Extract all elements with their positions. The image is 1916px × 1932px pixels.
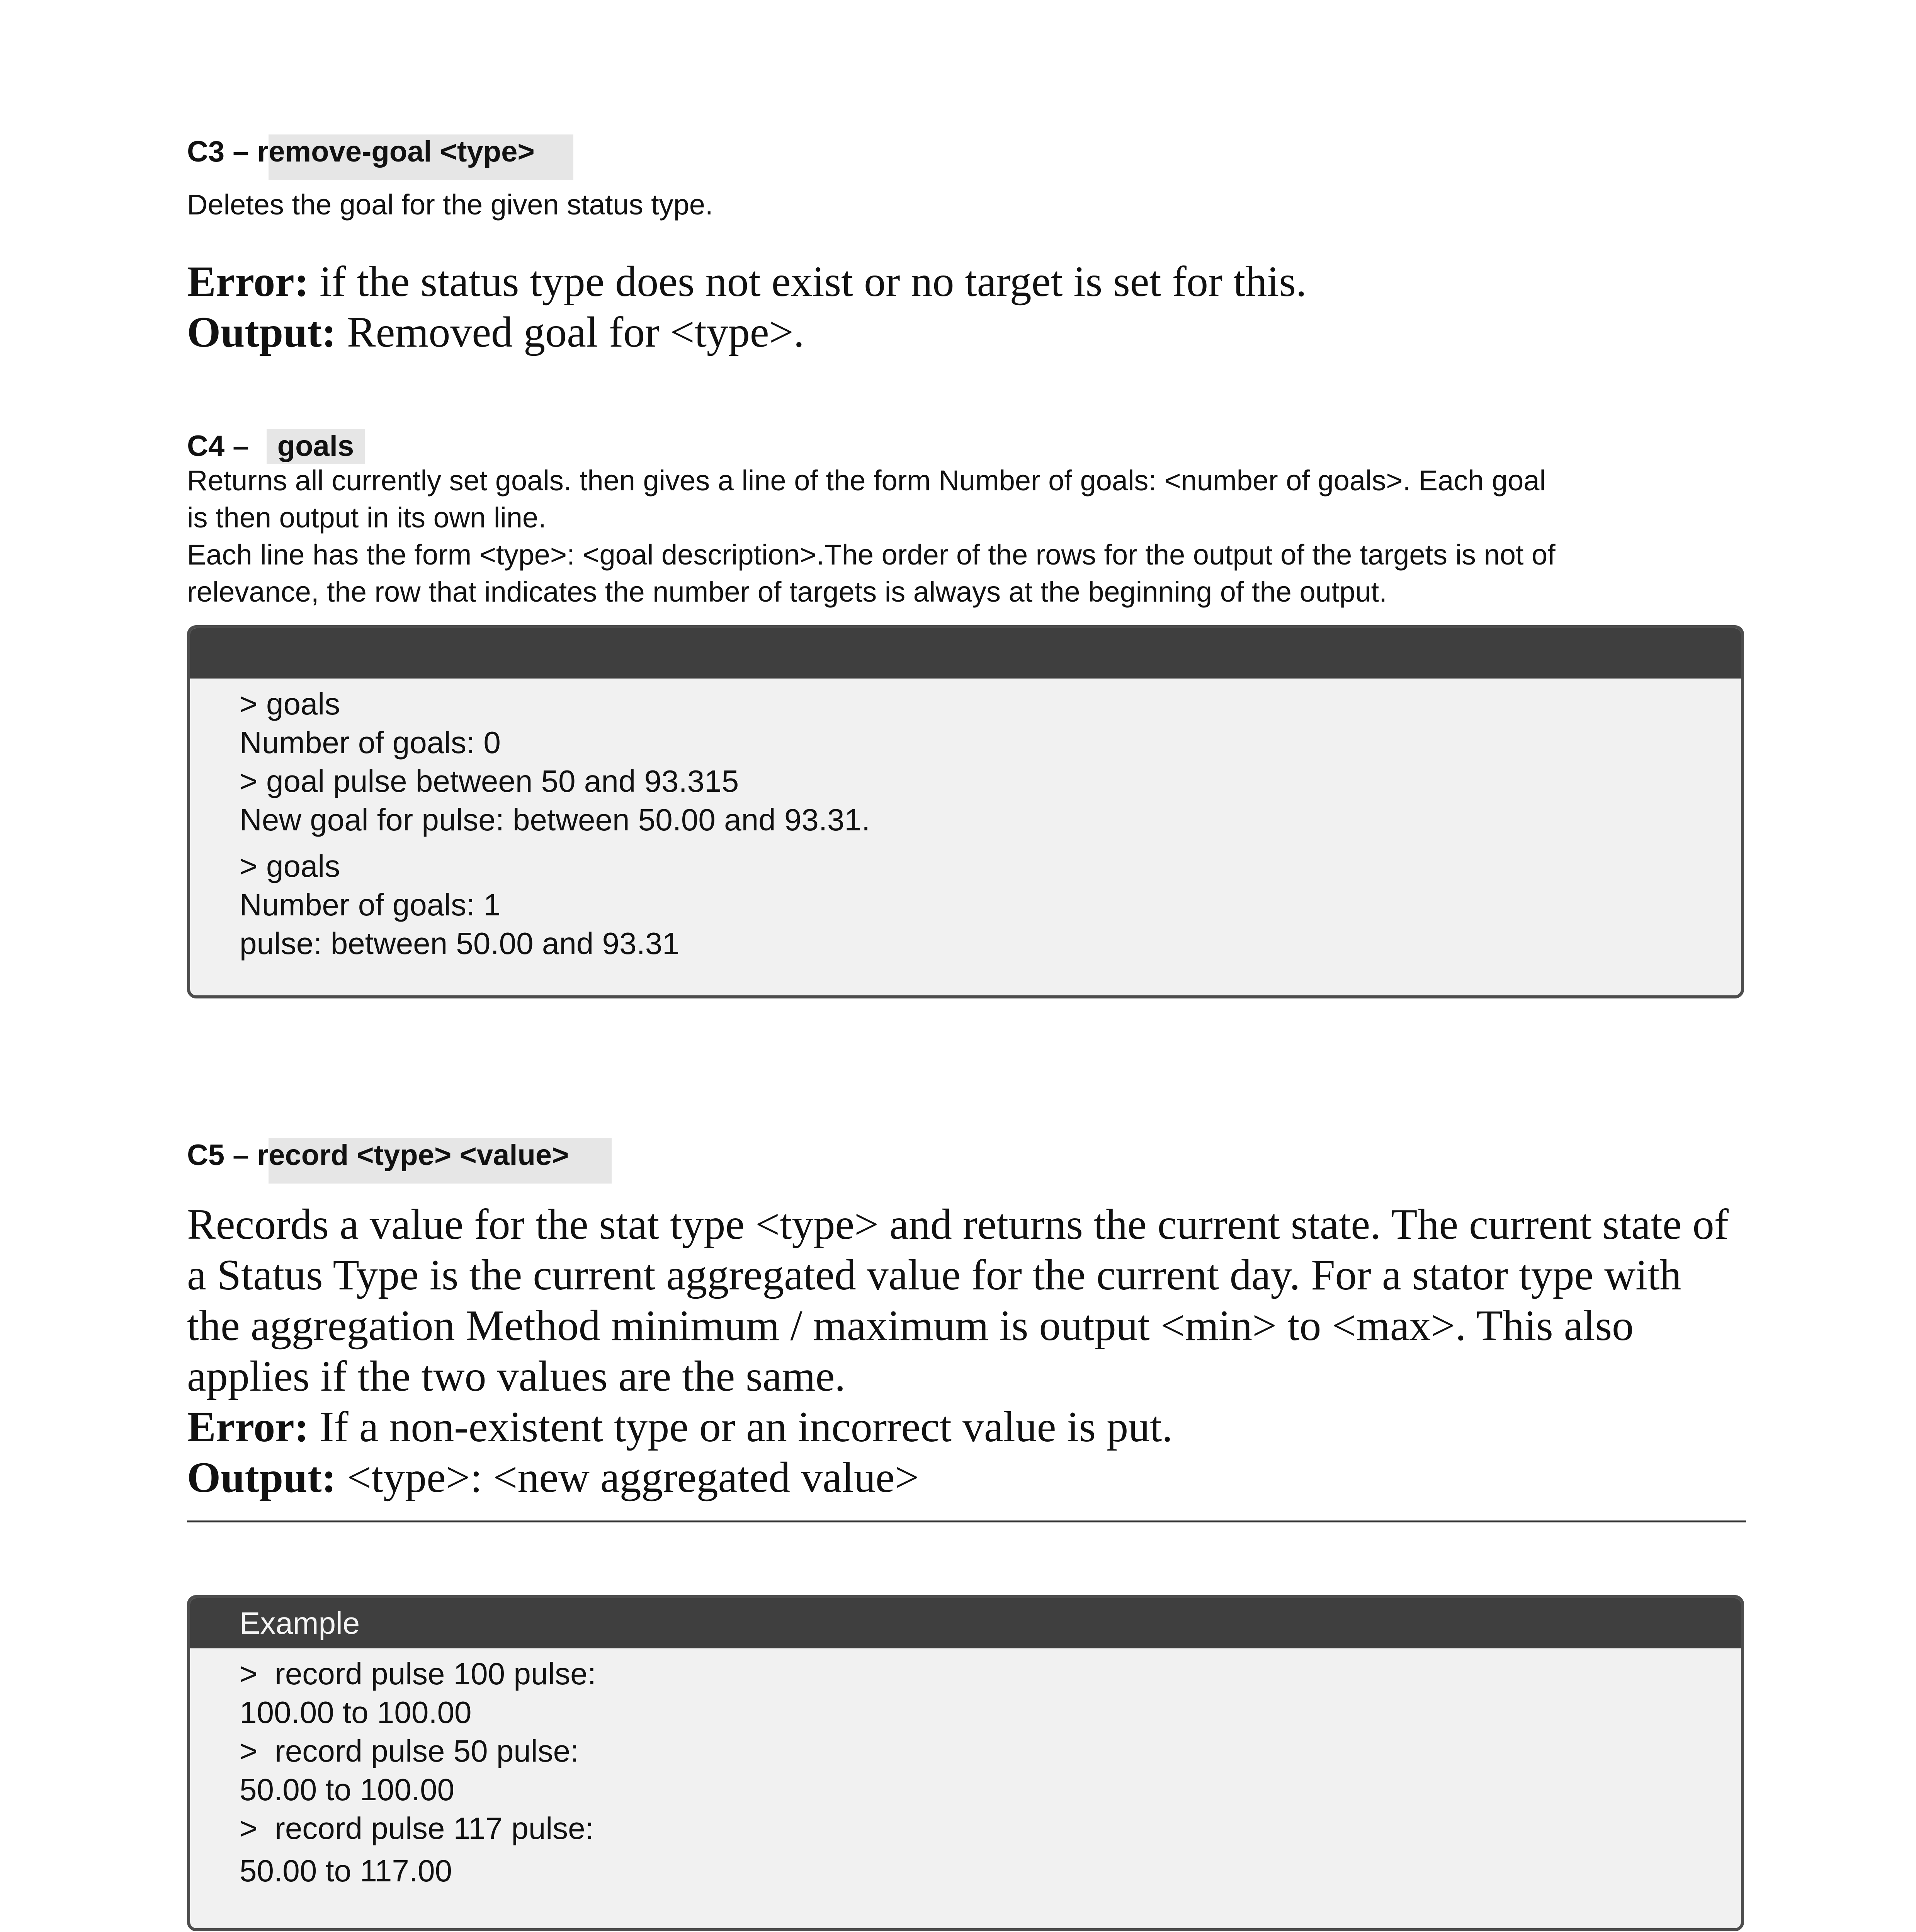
c4-example-line: New goal for pulse: between 50.00 and 93.31. xyxy=(240,803,870,837)
c4-heading-command: goals xyxy=(267,429,365,464)
c4-example-header xyxy=(190,628,1741,679)
c5-paragraph-line: applies if the two values are the same. xyxy=(187,1352,846,1400)
c5-example-header: Example xyxy=(190,1598,1741,1648)
c5-example-body xyxy=(190,1648,1741,1890)
c5-paragraph-line: a Status Type is the current aggregated value for the current day. For a stator type with xyxy=(187,1251,1681,1299)
c5-example-line: 100.00 to 100.00 xyxy=(240,1695,472,1730)
c3-error-label: Error: xyxy=(187,258,309,306)
c5-heading-command: ecord <type> <value> xyxy=(269,1138,611,1184)
c5-heading xyxy=(187,1138,612,1184)
c5-paragraph-line: Records a value for the stat type <type> and returns the current state. The current state of xyxy=(187,1201,1729,1248)
c4-example-line: > goal pulse between 50 and 93.315 xyxy=(240,764,739,798)
c5-example-box xyxy=(187,1595,1744,1931)
c4-example-box xyxy=(187,625,1744,998)
c4-example-line: Number of goals: 0 xyxy=(240,725,501,760)
c4-example-body xyxy=(190,679,1741,963)
c4-example-line: Number of goals: 1 xyxy=(240,888,501,922)
c3-error-text: if the status type does not exist or no target is set for this. xyxy=(309,258,1307,306)
c5-paragraph xyxy=(187,1199,1729,1503)
c5-example-line: 50.00 to 117.00 xyxy=(240,1854,452,1888)
c3-output-line xyxy=(187,307,804,358)
c3-heading-prefix: C3 – r xyxy=(187,135,269,168)
c3-error-line xyxy=(187,257,1307,307)
c4-heading xyxy=(187,429,365,464)
c5-error-label: Error: xyxy=(187,1403,309,1451)
c3-heading xyxy=(187,134,573,180)
c4-paragraph-line: relevance, the row that indicates the number of targets is always at the beginning of the output. xyxy=(187,576,1387,608)
c5-output-label: Output: xyxy=(187,1454,336,1502)
c5-paragraph-line: the aggregation Method minimum / maximum is output <min> to <max>. This also xyxy=(187,1302,1634,1350)
c5-example-line: 50.00 to 100.00 xyxy=(240,1772,455,1807)
c5-output-text: <type>: <new aggregated value> xyxy=(336,1454,919,1502)
c5-example-line: > record pulse 117 pulse: xyxy=(240,1811,594,1845)
c5-output-line xyxy=(187,1452,1729,1503)
c4-example-line: pulse: between 50.00 and 93.31 xyxy=(240,926,680,961)
c5-heading-prefix: C5 – r xyxy=(187,1139,269,1172)
c3-output-text: Removed goal for <type>. xyxy=(336,308,804,356)
c5-example-line: > record pulse 50 pulse: xyxy=(240,1734,579,1768)
c3-description: Deletes the goal for the given status type. xyxy=(187,189,713,221)
c3-heading-command: emove-goal <type> xyxy=(269,134,573,180)
c4-paragraph-line: Each line has the form <type>: <goal description>.The order of the rows for the output of the targets is not of xyxy=(187,539,1556,571)
c4-example-line: > goals xyxy=(240,687,340,721)
c4-paragraph-line: Returns all currently set goals. then gives a line of the form Number of goals: <number of goals>. Each goal xyxy=(187,464,1546,497)
c5-example-line: > record pulse 100 pulse: xyxy=(240,1656,596,1691)
c5-error-text: If a non-existent type or an incorrect value is put. xyxy=(309,1403,1173,1451)
c3-output-label: Output: xyxy=(187,308,336,356)
c4-heading-prefix: C4 – xyxy=(187,430,257,463)
c5-error-line xyxy=(187,1402,1729,1452)
c4-paragraph-line: is then output in its own line. xyxy=(187,502,546,534)
c4-example-line: > goals xyxy=(240,849,340,883)
c5-divider xyxy=(187,1520,1746,1522)
c4-paragraph xyxy=(187,462,1556,611)
